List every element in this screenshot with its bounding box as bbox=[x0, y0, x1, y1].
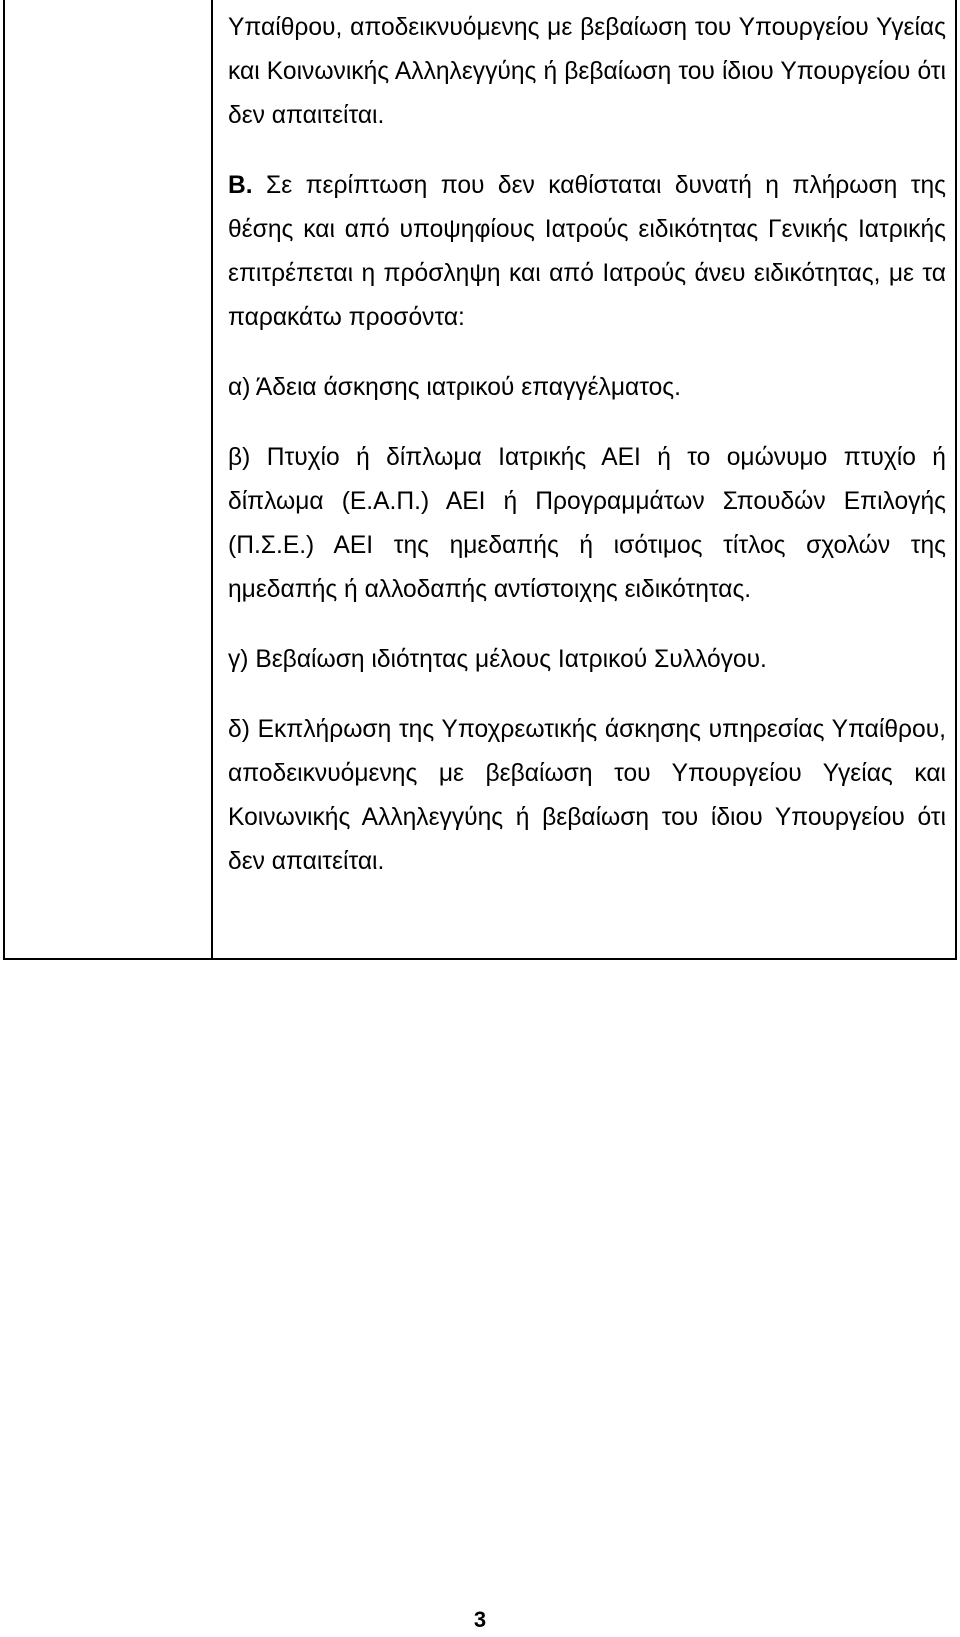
section-b-text: Σε περίπτωση που δεν καθίσταται δυνατή η πλήρωση της θέσης και από υποψηφίους Ιατρούς ειδικότητας Γενικής Ιατρικής επιτρέπεται η πρόσληψη και από Ιατρούς άνευ ειδικότητας, με τα παρακάτω προσόντα: bbox=[228, 172, 946, 331]
section-b-marker: Β. bbox=[228, 172, 253, 199]
column-divider bbox=[211, 0, 213, 960]
table-text-cell bbox=[228, 0, 946, 884]
item-beta: β) Πτυχίο ή δίπλωμα Ιατρικής ΑΕΙ ή το ομώνυμο πτυχίο ή δίπλωμα (Ε.Α.Π.) ΑΕΙ ή Προγραμμάτων Σπουδών Επιλογής (Π.Σ.Ε.) ΑΕΙ της ημεδαπής ή ισότιμος τίτλος σχολών της ημεδαπής ή αλλοδαπής αντίστοιχης ειδικότητας. bbox=[228, 444, 946, 603]
page-number: 3 bbox=[473, 1607, 487, 1632]
item-alpha: α) Άδεια άσκησης ιατρικού επαγγέλματος. bbox=[228, 374, 681, 401]
item-gamma: γ) Βεβαίωση ιδιότητας μέλους Ιατρικού Συλλόγου. bbox=[228, 646, 767, 673]
item-delta: δ) Εκπλήρωση της Υποχρεωτικής άσκησης υπηρεσίας Υπαίθρου, αποδεικνυόμενης με βεβαίωση του Υπουργείου Υγείας και Κοινωνικής Αλληλεγγύης ή βεβαίωση του ίδιου Υπουργείου ότι δεν απαιτείται. bbox=[228, 716, 946, 875]
paragraph-intro: Υπαίθρου, αποδεικνυόμενης με βεβαίωση του Υπουργείου Υγείας και Κοινωνικής Αλληλεγγύης ή βεβαίωση του ίδιου Υπουργείου ότι δεν απαιτείται. bbox=[228, 14, 946, 129]
paragraph-b bbox=[228, 164, 946, 340]
